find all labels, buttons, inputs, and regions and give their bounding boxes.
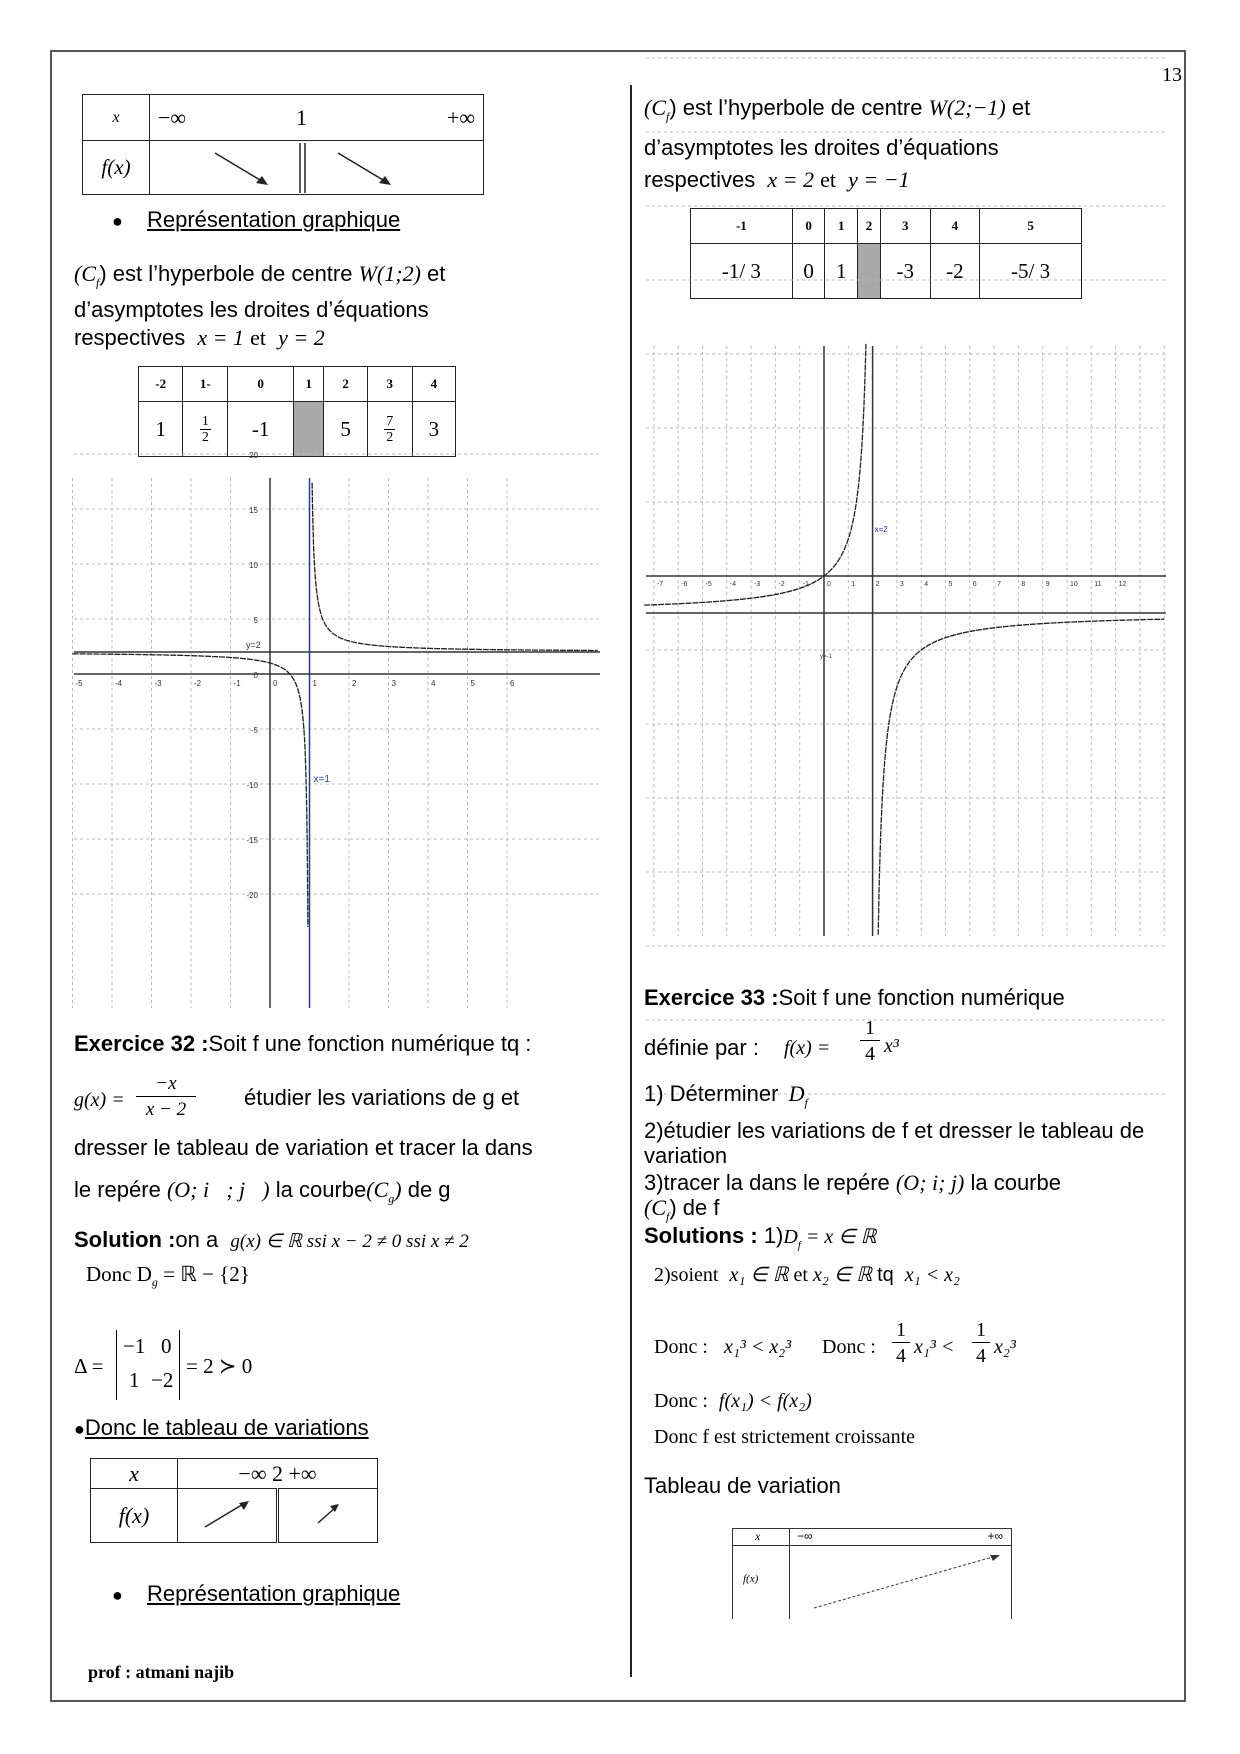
x-tick-label: 3 bbox=[391, 679, 396, 688]
x-tick-label: 6 bbox=[510, 679, 515, 688]
ex33-donc-1: Donc : x₁³ < x₂³ Donc : 1 4 x₁³ < 1 4 x₂³ bbox=[654, 1319, 1016, 1367]
x-tick-label: 11 bbox=[1094, 581, 1102, 588]
variation-table-ex33 bbox=[732, 1528, 1012, 1619]
values-table-1 bbox=[138, 366, 456, 457]
x-tick-label: 5 bbox=[948, 581, 953, 588]
y-tick-label: 10 bbox=[249, 561, 258, 570]
ex33-q3: 3)tracer la dans le repére (O; i; j) la courbe $(C_f)$ de f bbox=[644, 1170, 1061, 1224]
ex32-title-line: Exercice 32 :Soit f une fonction numérique tq : bbox=[74, 1031, 532, 1056]
vt33-pos-inf: +∞ bbox=[987, 1529, 1003, 1543]
vt32-arrow-cell-right bbox=[278, 1489, 378, 1543]
vt1-x-row bbox=[150, 95, 484, 141]
x-tick-label: -4 bbox=[729, 581, 737, 588]
ex32-line2: dresser le tableau de variation et tracer la dans bbox=[74, 1135, 533, 1160]
footer-author: prof : atmani najib bbox=[88, 1662, 235, 1682]
rep-graph-heading-2: ● Représentation graphique bbox=[112, 1581, 401, 1606]
vt1-decreasing-arrow-left bbox=[215, 153, 265, 183]
values2-x-cell: 4 bbox=[930, 209, 980, 244]
curve-branch-right bbox=[312, 483, 598, 651]
vt33-increasing-arrow bbox=[790, 1546, 1012, 1618]
ex33-definition: définie par : f(x) = 1 4 x³ bbox=[644, 1017, 899, 1065]
y-tick-label: -20 bbox=[246, 891, 258, 900]
x-tick-label: -2 bbox=[778, 581, 785, 588]
vt32-increasing-arrow-left bbox=[197, 1493, 257, 1533]
ex32-solution-line: Solution :on a g(x) ∈ ℝ ssi x − 2 ≠ 0 ssi x ≠ 2 bbox=[74, 1227, 469, 1252]
values1-x-cell: 4 bbox=[412, 367, 455, 402]
y-tick-label: -10 bbox=[246, 781, 258, 790]
x-tick-label: 1 bbox=[851, 581, 856, 588]
ex33-solution-1: Solutions : $1)D_f = x$ ∈ ℝ bbox=[644, 1223, 877, 1252]
values2-y-cell: -5/ 3 bbox=[980, 244, 1082, 299]
x-tick-label: -3 bbox=[754, 581, 761, 588]
x-tick-label: -2 bbox=[194, 679, 202, 688]
vt32-f-label: f(x) bbox=[91, 1489, 178, 1543]
x-tick-label: 3 bbox=[899, 581, 904, 588]
bullet-icon: ● bbox=[112, 1585, 123, 1605]
values1-x-cell: 1- bbox=[183, 367, 228, 402]
ex32-domain: Donc $D_g$ = ℝ − {2} bbox=[86, 1262, 250, 1290]
x-tick-label: -5 bbox=[75, 679, 83, 688]
vt32-x-row: −∞ 2 +∞ bbox=[178, 1459, 378, 1489]
values2-y-cell: -1/ 3 bbox=[691, 244, 793, 299]
values2-x-cell: 1 bbox=[825, 209, 858, 244]
values1-y-cell: 1 bbox=[139, 402, 183, 457]
ex33-q2: 2)étudier les variations de f et dresser le tableau de variation bbox=[644, 1118, 1145, 1168]
values2-x-cell: 0 bbox=[792, 209, 825, 244]
x-tick-label: 12 bbox=[1118, 581, 1127, 588]
bullet-icon: ● bbox=[74, 1419, 85, 1439]
values1-y-cell: -1 bbox=[228, 402, 294, 457]
graph-2-hyperbola bbox=[646, 346, 1166, 936]
label-y-1: y=-1 bbox=[820, 654, 832, 660]
x-tick-label: -3 bbox=[154, 679, 162, 688]
values2-y-cell: 0 bbox=[792, 244, 825, 299]
values1-x-cell: 0 bbox=[228, 367, 294, 402]
column-divider bbox=[630, 85, 632, 1677]
x-tick-label: 4 bbox=[431, 679, 436, 688]
vt1-pos-inf: +∞ bbox=[446, 105, 475, 130]
ex33-title-line: Exercice 33 :Soit f une fonction numérique bbox=[644, 985, 1065, 1010]
values1-x-cell: 3 bbox=[367, 367, 412, 402]
x-tick-label: -7 bbox=[656, 581, 664, 588]
x-tick-label: 9 bbox=[1045, 581, 1050, 588]
values2-y-cell bbox=[858, 244, 881, 299]
label-x2: x=2 bbox=[874, 525, 888, 534]
values2-x-cell: 3 bbox=[881, 209, 931, 244]
values1-x-cell: 1 bbox=[294, 367, 324, 402]
label-y2: y=2 bbox=[246, 640, 261, 650]
x-tick-label: 10 bbox=[1070, 581, 1078, 588]
x-tick-label: 2 bbox=[875, 581, 880, 588]
vt1-one: 1 bbox=[296, 105, 307, 130]
hyperbole-2-text: $(C_f)$ est l’hyperbole de centre W(2;−1) et d’asymptotes les droites d’équations respectives x = 2 et y = −1 bbox=[644, 95, 1031, 193]
ex32-line3: le repére (O; i⃗; j⃗) la $courbe(C_g)$ de g bbox=[74, 1177, 451, 1206]
vt1-neg-inf: −∞ bbox=[158, 105, 187, 130]
x-tick-label: 0 bbox=[273, 679, 278, 688]
vt33-neg-inf: −∞ bbox=[797, 1529, 813, 1543]
ex32-determinant: Δ = −1 0 1 −2 = 2 ≻ 0 bbox=[74, 1330, 314, 1402]
vt32-increasing-arrow-right bbox=[308, 1493, 348, 1533]
variation-table-1 bbox=[82, 94, 484, 195]
rep-graph-heading-1: ● Représentation graphique bbox=[112, 207, 401, 232]
values2-x-cell: 5 bbox=[980, 209, 1082, 244]
label-x1: x=1 bbox=[313, 774, 330, 785]
curve-branch-left bbox=[73, 654, 308, 927]
values1-y-cell bbox=[294, 402, 324, 457]
y-tick-label: 5 bbox=[253, 616, 258, 625]
y-tick-label: -15 bbox=[246, 836, 258, 845]
page-number: 13 bbox=[1162, 64, 1182, 86]
y-tick-label: 0 bbox=[253, 671, 258, 680]
variation-table-ex32 bbox=[90, 1458, 378, 1543]
x-tick-label: 7 bbox=[997, 581, 1002, 588]
curve-branch-left bbox=[644, 344, 866, 605]
x-tick-label: 1 bbox=[312, 679, 317, 688]
vt1-f-label: f(x) bbox=[83, 141, 150, 195]
values2-y-cell: -3 bbox=[881, 244, 931, 299]
values1-x-cell: 2 bbox=[324, 367, 367, 402]
values1-x-cell: -2 bbox=[139, 367, 183, 402]
ex32-g-definition: g(x) = −x x − 2 étudier les variations de g et bbox=[74, 1073, 520, 1120]
values2-y-cell: -2 bbox=[930, 244, 980, 299]
values2-y-cell: 1 bbox=[825, 244, 858, 299]
values1-y-cell: $\frac{1}{2}$ bbox=[183, 402, 228, 457]
values1-y-cell: 5 bbox=[324, 402, 367, 457]
vt1-x-label: x bbox=[83, 95, 150, 141]
x-tick-label: -1 bbox=[802, 581, 809, 588]
vt33-x-label: x bbox=[755, 1529, 761, 1543]
x-tick-label: -1 bbox=[233, 679, 241, 688]
x-tick-label: -5 bbox=[705, 581, 712, 588]
ex33-solution-2: 2)soient x₁ ∈ ℝ et x₂ ∈ ℝ tq x₁ < x₂ bbox=[654, 1264, 960, 1286]
values-table-2 bbox=[690, 208, 1082, 299]
x-tick-label: 8 bbox=[1021, 581, 1026, 588]
values1-y-cell: 3 bbox=[412, 402, 455, 457]
hyperbole-1-text: $(C_f)$ est l’hyperbole de centre W(1;2) et d’asymptotes les droites d’équations respectives x = 1 et y = 2 bbox=[74, 261, 446, 351]
x-tick-label: -4 bbox=[115, 679, 123, 688]
x-tick-label: 2 bbox=[352, 679, 357, 688]
x-tick-label: 4 bbox=[924, 581, 929, 588]
values2-x-cell: -1 bbox=[691, 209, 793, 244]
x-tick-label: 6 bbox=[972, 581, 977, 588]
values2-x-cell: 2 bbox=[858, 209, 881, 244]
x-tick-label: 0 bbox=[827, 581, 831, 588]
vt1-arrows bbox=[150, 141, 486, 195]
ex33-donc-3: Donc f est strictement croissante bbox=[654, 1426, 916, 1448]
graph-1-hyperbola bbox=[74, 451, 600, 1008]
ex33-q1: 1) Déterminer $D_f$ bbox=[644, 1081, 808, 1110]
det-matrix: −1 0 1 −2 bbox=[116, 1330, 180, 1400]
ex32-donc-tableau: ●Donc le tableau de variations bbox=[74, 1415, 369, 1440]
ex33-donc-2: Donc : f(x₁) < f(x₂) bbox=[654, 1390, 812, 1412]
vt33-f-label: f(x) bbox=[743, 1573, 759, 1585]
vt32-x-label: x bbox=[91, 1459, 178, 1489]
y-tick-label: 15 bbox=[249, 506, 258, 515]
values1-y-cell: $\frac{7}{2}$ bbox=[367, 402, 412, 457]
x-tick-label: 5 bbox=[470, 679, 475, 688]
vt32-arrow-cell-left bbox=[178, 1489, 278, 1543]
ex33-tableau-label: Tableau de variation bbox=[644, 1473, 841, 1498]
vt1-f-row bbox=[150, 141, 484, 195]
y-tick-label: -5 bbox=[250, 726, 258, 735]
vt1-decreasing-arrow-right bbox=[338, 153, 388, 183]
y-tick-label: 20 bbox=[249, 451, 258, 460]
bullet-icon: ● bbox=[112, 211, 123, 231]
x-tick-label: -6 bbox=[681, 581, 688, 588]
